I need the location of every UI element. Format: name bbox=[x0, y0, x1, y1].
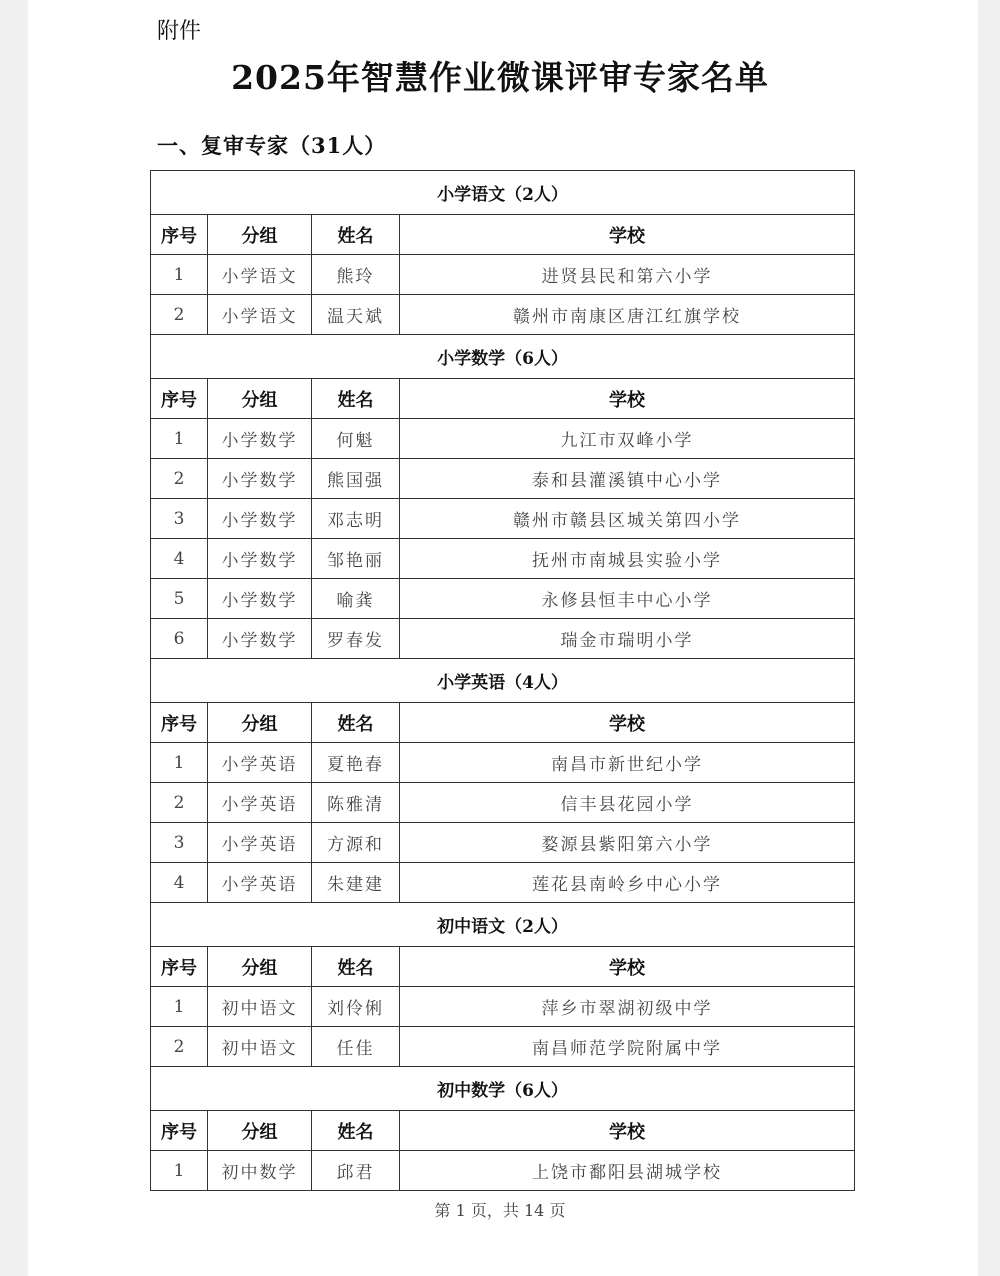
row-name: 邹艳丽 bbox=[312, 539, 400, 579]
row-number: 2 bbox=[151, 783, 208, 823]
row-name: 罗春发 bbox=[312, 619, 400, 659]
row-name: 温天斌 bbox=[312, 295, 400, 335]
table-row bbox=[151, 539, 855, 579]
row-name: 喻龚 bbox=[312, 579, 400, 619]
row-school: 抚州市南城县实验小学 bbox=[400, 539, 855, 579]
row-name: 夏艳春 bbox=[312, 743, 400, 783]
table-row bbox=[151, 987, 855, 1027]
row-number: 2 bbox=[151, 1027, 208, 1067]
row-number: 1 bbox=[151, 743, 208, 783]
column-header: 序号 bbox=[151, 703, 208, 743]
column-header: 姓名 bbox=[312, 1111, 400, 1151]
column-header: 分组 bbox=[208, 379, 312, 419]
group-header-row bbox=[151, 659, 855, 703]
row-school: 瑞金市瑞明小学 bbox=[400, 619, 855, 659]
column-header: 姓名 bbox=[312, 215, 400, 255]
row-school: 莲花县南岭乡中心小学 bbox=[400, 863, 855, 903]
column-header: 学校 bbox=[400, 947, 855, 987]
column-header: 学校 bbox=[400, 379, 855, 419]
row-name: 刘伶俐 bbox=[312, 987, 400, 1027]
row-number: 4 bbox=[151, 863, 208, 903]
column-header: 序号 bbox=[151, 215, 208, 255]
row-number: 2 bbox=[151, 459, 208, 499]
row-number: 1 bbox=[151, 987, 208, 1027]
row-name: 邓志明 bbox=[312, 499, 400, 539]
row-school: 上饶市鄱阳县湖城学校 bbox=[400, 1151, 855, 1191]
row-number: 6 bbox=[151, 619, 208, 659]
row-group: 小学英语 bbox=[208, 783, 312, 823]
row-name: 任佳 bbox=[312, 1027, 400, 1067]
row-group: 小学数学 bbox=[208, 499, 312, 539]
table-row bbox=[151, 499, 855, 539]
column-header: 姓名 bbox=[312, 703, 400, 743]
row-group: 小学数学 bbox=[208, 539, 312, 579]
column-header: 序号 bbox=[151, 947, 208, 987]
column-header-row bbox=[151, 1111, 855, 1151]
row-group: 小学数学 bbox=[208, 419, 312, 459]
group-title: 小学英语（4人） bbox=[151, 659, 855, 703]
group-title: 小学语文（2人） bbox=[151, 171, 855, 215]
group-header-row bbox=[151, 171, 855, 215]
row-group: 小学数学 bbox=[208, 459, 312, 499]
group-header-row bbox=[151, 335, 855, 379]
row-number: 1 bbox=[151, 255, 208, 295]
column-header: 分组 bbox=[208, 1111, 312, 1151]
column-header: 学校 bbox=[400, 1111, 855, 1151]
row-group: 小学英语 bbox=[208, 863, 312, 903]
table-row bbox=[151, 823, 855, 863]
row-number: 3 bbox=[151, 823, 208, 863]
row-group: 小学英语 bbox=[208, 823, 312, 863]
row-school: 九江市双峰小学 bbox=[400, 419, 855, 459]
column-header-row bbox=[151, 379, 855, 419]
column-header-row bbox=[151, 215, 855, 255]
table-row bbox=[151, 295, 855, 335]
group-title: 小学数学（6人） bbox=[151, 335, 855, 379]
row-number: 1 bbox=[151, 419, 208, 459]
table-row bbox=[151, 743, 855, 783]
table-row bbox=[151, 459, 855, 499]
table-row bbox=[151, 1151, 855, 1191]
row-school: 赣州市赣县区城关第四小学 bbox=[400, 499, 855, 539]
row-group: 初中语文 bbox=[208, 1027, 312, 1067]
document-title: 2025年智慧作业微课评审专家名单 bbox=[231, 58, 769, 97]
row-group: 初中数学 bbox=[208, 1151, 312, 1191]
row-number: 5 bbox=[151, 579, 208, 619]
row-number: 3 bbox=[151, 499, 208, 539]
row-name: 何魁 bbox=[312, 419, 400, 459]
table-row bbox=[151, 579, 855, 619]
column-header-row bbox=[151, 947, 855, 987]
page-footer: 第 1 页，共 14 页 bbox=[434, 1201, 566, 1220]
table-row bbox=[151, 783, 855, 823]
column-header: 序号 bbox=[151, 379, 208, 419]
row-school: 婺源县紫阳第六小学 bbox=[400, 823, 855, 863]
roster-body bbox=[151, 171, 855, 1191]
table-row bbox=[151, 1027, 855, 1067]
attachment-label: 附件 bbox=[157, 19, 202, 44]
column-header: 姓名 bbox=[312, 379, 400, 419]
row-group: 小学数学 bbox=[208, 579, 312, 619]
row-school: 进贤县民和第六小学 bbox=[400, 255, 855, 295]
row-number: 4 bbox=[151, 539, 208, 579]
table-row bbox=[151, 619, 855, 659]
row-school: 南昌市新世纪小学 bbox=[400, 743, 855, 783]
row-name: 朱建建 bbox=[312, 863, 400, 903]
expert-roster-table bbox=[150, 170, 855, 1191]
table-row bbox=[151, 863, 855, 903]
row-name: 熊玲 bbox=[312, 255, 400, 295]
table-row bbox=[151, 419, 855, 459]
column-header: 序号 bbox=[151, 1111, 208, 1151]
row-school: 信丰县花园小学 bbox=[400, 783, 855, 823]
row-group: 小学英语 bbox=[208, 743, 312, 783]
row-group: 初中语文 bbox=[208, 987, 312, 1027]
column-header: 分组 bbox=[208, 947, 312, 987]
row-number: 2 bbox=[151, 295, 208, 335]
row-name: 邱君 bbox=[312, 1151, 400, 1191]
group-header-row bbox=[151, 1067, 855, 1111]
column-header: 分组 bbox=[208, 703, 312, 743]
row-school: 泰和县灌溪镇中心小学 bbox=[400, 459, 855, 499]
row-school: 永修县恒丰中心小学 bbox=[400, 579, 855, 619]
row-name: 熊国强 bbox=[312, 459, 400, 499]
row-group: 小学语文 bbox=[208, 255, 312, 295]
column-header: 学校 bbox=[400, 703, 855, 743]
row-school: 南昌师范学院附属中学 bbox=[400, 1027, 855, 1067]
row-group: 小学数学 bbox=[208, 619, 312, 659]
section-title: 一、复审专家（31人） bbox=[157, 133, 387, 158]
row-number: 1 bbox=[151, 1151, 208, 1191]
row-group: 小学语文 bbox=[208, 295, 312, 335]
row-school: 萍乡市翠湖初级中学 bbox=[400, 987, 855, 1027]
table-row bbox=[151, 255, 855, 295]
column-header: 姓名 bbox=[312, 947, 400, 987]
column-header-row bbox=[151, 703, 855, 743]
group-title: 初中数学（6人） bbox=[151, 1067, 855, 1111]
row-name: 陈雅清 bbox=[312, 783, 400, 823]
column-header: 分组 bbox=[208, 215, 312, 255]
group-header-row bbox=[151, 903, 855, 947]
column-header: 学校 bbox=[400, 215, 855, 255]
group-title: 初中语文（2人） bbox=[151, 903, 855, 947]
row-school: 赣州市南康区唐江红旗学校 bbox=[400, 295, 855, 335]
row-name: 方源和 bbox=[312, 823, 400, 863]
